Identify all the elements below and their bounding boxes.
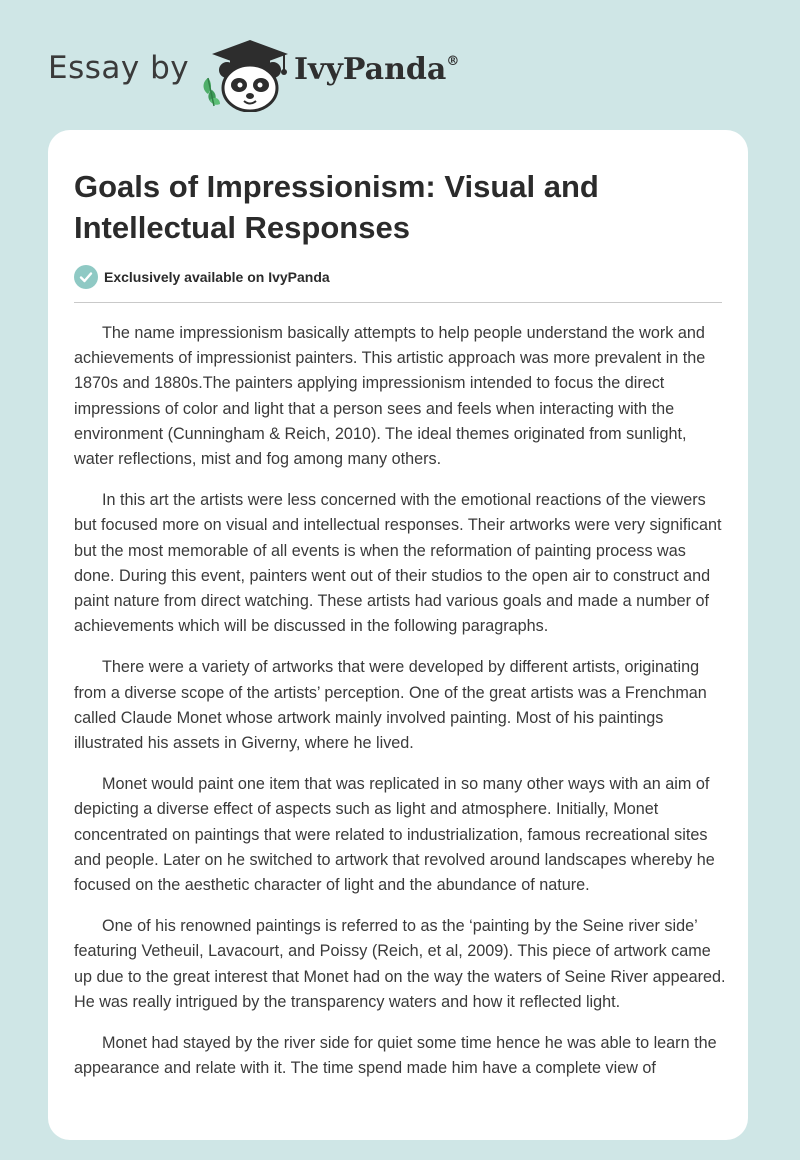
essay-by-label: Essay by	[48, 50, 190, 86]
registered-mark: ®	[446, 54, 460, 69]
paragraph: One of his renowned paintings is referred to as the ‘painting by the Seine river side’ featuring Vetheuil, Lavacourt, and Poissy (Reich, et al, 2009). This piece of artwork came up due to the great interest that Monet had on the way the waters of Seine River appeared. He was really intrigued by the transparency waters and how it reflected light.	[74, 917, 726, 1011]
brand-name-text: IvyPanda	[294, 52, 447, 87]
ivypanda-logo-icon[interactable]	[200, 38, 294, 112]
site-header	[0, 0, 800, 130]
paragraph: Monet would paint one item that was replicated in so many other ways with an aim of depicting a diverse effect of aspects such as light and atmosphere. Initially, Monet concentrated on paintings that were related to industrialization, famous recreational sites and people. Later on he switched to artwork that revolved around landscapes whereby he focused on the aesthetic character of light and the abundance of nature.	[74, 775, 715, 895]
essay-card	[48, 130, 748, 1140]
exclusive-badge	[74, 264, 330, 290]
brand-name[interactable]	[294, 52, 459, 87]
essay-body	[74, 321, 726, 1097]
paragraph: Monet had stayed by the river side for quiet some time hence he was able to learn the appearance and relate with it. The time spend made him have a complete view of	[74, 1034, 717, 1078]
paragraph: The name impressionism basically attempts to help people understand the work and achievements of impressionist painters. This artistic approach was more prevalent in the 1870s and 1880s.The painters applying impressionism intended to focus the direct impressions of color and light that a person sees and feels when interacting with the environment (Cunningham & Reich, 2010). The ideal themes originated from sunlight, water reflections, mist and fog among many others.	[74, 324, 706, 469]
check-circle-icon	[74, 265, 98, 289]
exclusive-badge-label: Exclusively available on IvyPanda	[104, 269, 330, 285]
divider	[74, 302, 722, 303]
paragraph: There were a variety of artworks that were developed by different artists, originating from a diverse scope of the artists’ perception. One of the great artists was a Frenchman called Claude Monet whose artwork mainly involved painting. Most of his paintings illustrated his assets in Giverny, where he lived.	[74, 658, 707, 753]
page-title: Goals of Impressionism: Visual and Intellectual Responses	[74, 169, 599, 245]
paragraph: In this art the artists were less concerned with the emotional reactions of the viewers but focused more on visual and intellectual responses. Their artworks were very significant but the most memorable of all events is when the reformation of painting process was done. During this event, painters went out of their studios to the open air to construct and paint nature from direct watching. These artists had various goals and made a number of achievements which will be discussed in the following paragraphs.	[74, 491, 722, 636]
